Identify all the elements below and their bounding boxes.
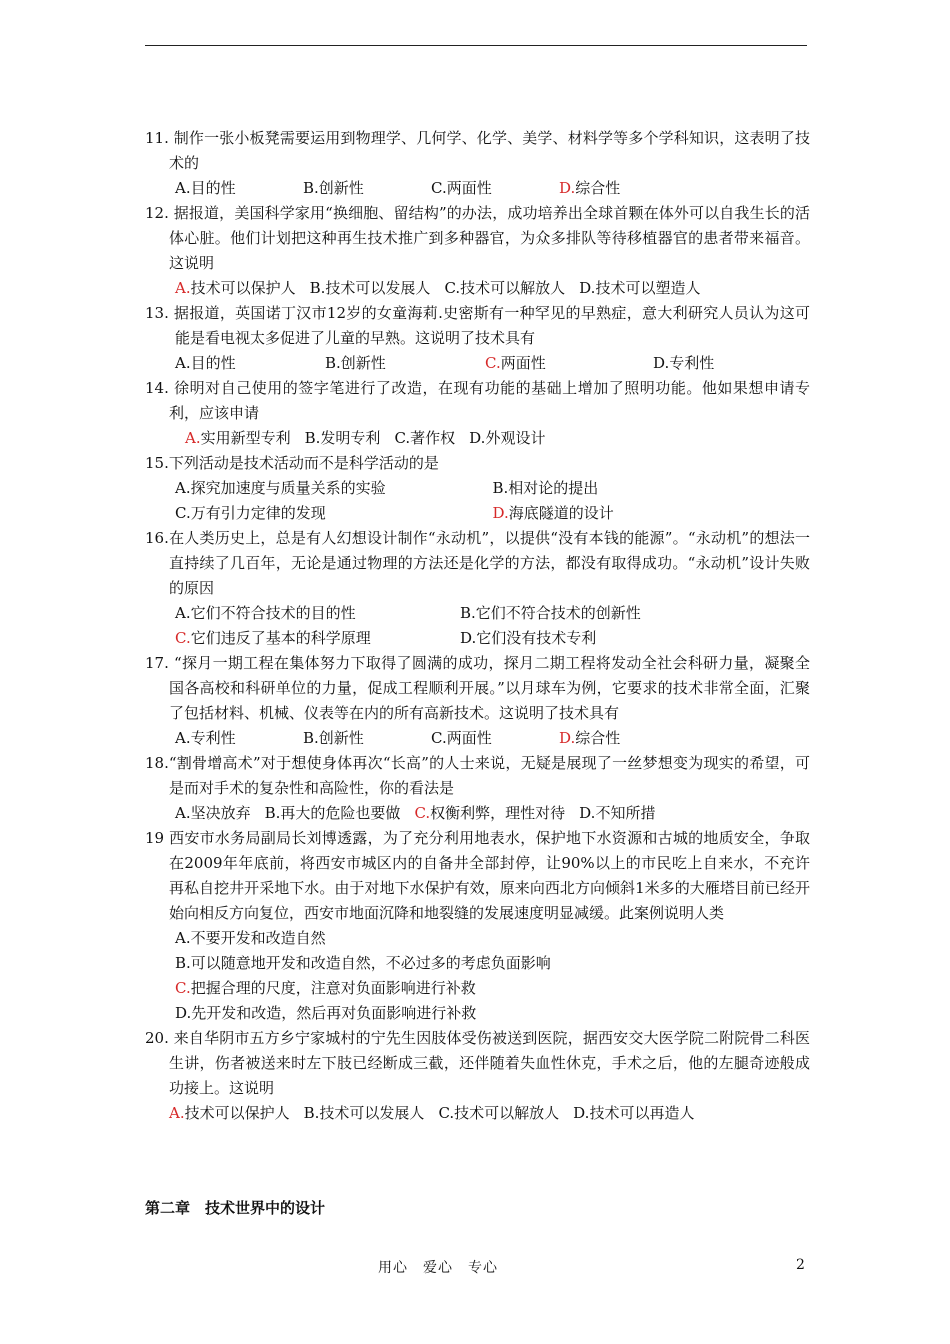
option [438,1101,559,1126]
option-text: 技术可以解放人 [460,279,566,297]
chapter-heading: 第二章 技术世界中的设计 [145,1199,326,1217]
option [310,276,431,301]
option-letter: D. [175,1004,192,1022]
question-11 [145,126,810,201]
option [303,726,431,751]
option [175,951,551,976]
option-text: 不要开发和改造自然 [190,929,326,947]
option-letter: C. [431,729,447,747]
question-13 [145,301,810,376]
question-list [145,126,810,1126]
option-text: 技术可以保护人 [184,1104,290,1122]
option [573,1101,694,1126]
option [175,501,493,526]
option [485,351,653,376]
option-letter: D. [579,279,596,297]
option [169,1101,290,1126]
option-text: 海底隧道的设计 [508,504,614,522]
option [431,726,559,751]
option-text: 先开发和改造，然后再对负面影响进行补救 [191,1004,477,1022]
option-letter: B. [309,279,326,297]
question-16 [145,526,810,651]
option-text: 技术可以塑造人 [595,279,701,297]
option [175,976,476,1001]
question-stem: 12. 据报道，美国科学家用“换细胞、留结构”的办法，成功培养出全球首颗在体外可以自我生长的活体心脏。他们计划把这种再生技术推广到多种器官，为众多排队等待移植器官的患者带来福音。这说明 [145,204,810,272]
option [469,426,545,451]
option-letter: D. [579,804,596,822]
option-row [175,976,810,1001]
option-text: 著作权 [410,429,456,447]
option-text: 两面性 [500,354,546,372]
option-text: 外观设计 [485,429,546,447]
option-letter: B. [303,729,319,747]
option-text: 目的性 [190,354,236,372]
option [653,351,714,376]
option-text: 它们不符合技术的目的性 [190,604,356,622]
option-row [175,501,810,526]
option-row [175,476,810,501]
option-text: 它们不符合技术的创新性 [475,604,641,622]
question-stem: 14. 徐明对自己使用的签字笔进行了改造，在现有功能的基础上增加了照明功能。他如果想申请专利，应该申请 [145,379,810,422]
option [493,501,811,526]
option-letter: A. [175,804,191,822]
option-text: 综合性 [575,729,621,747]
option [175,176,303,201]
option-text: 实用新型专利 [200,429,291,447]
option-letter: B. [303,179,319,197]
option-letter: C. [431,179,447,197]
option [431,176,559,201]
option-letter: C. [175,504,191,522]
option [304,1101,425,1126]
option-text: 技术可以解放人 [454,1104,560,1122]
options [145,601,810,651]
answer-letter: C. [175,979,191,997]
question-stem: 19 西安市水务局副局长刘博透露，为了充分利用地表水，保护地下水资源和古城的地质安全，争取在2009年年底前，将西安市城区内的自备井全部封停，让90%以上的市民吃上自来水，不充许再私自挖井开采地下水。由于对地下水保护有效，原来向西北方向倾斜1米多的大雁塔目前已经开始向相反方向复位，西安市地面沉降和地裂缝的发展速度明显减缓。此案例说明人类 [145,829,810,922]
options [145,176,810,201]
option-row [175,176,810,201]
option-letter: D. [573,1104,590,1122]
options [145,926,810,1026]
option-row [175,601,810,626]
option [579,801,655,826]
option [460,626,745,651]
option [175,476,493,501]
option-text: 发明专利 [320,429,381,447]
header-rule [145,45,807,46]
option-text: 可以随意地开发和改造自然，不必过多的考虑负面影响 [190,954,551,972]
option-row [175,926,810,951]
options [145,351,810,376]
option [303,176,431,201]
option-letter: A. [175,479,191,497]
answer-letter: D. [559,179,576,197]
option-letter: B. [264,804,281,822]
question-18 [145,751,810,826]
option [265,801,401,826]
options [145,801,810,826]
option-text: 创新性 [318,729,364,747]
option-text: 技术可以保护人 [190,279,296,297]
option-letter: C. [394,429,411,447]
option [185,426,291,451]
option-row [175,1001,810,1026]
option [579,276,700,301]
option [305,426,381,451]
option-text: 两面性 [446,179,492,197]
option-text: 权衡利弊，理性对待 [430,804,566,822]
option-text: 万有引力定律的发现 [190,504,326,522]
option-letter: B. [175,954,191,972]
page-number: 2 [796,1257,805,1273]
option-letter: A. [175,179,191,197]
question-12 [145,201,810,301]
option [175,726,303,751]
option-text: 技术可以发展人 [319,1104,425,1122]
question-14 [145,376,810,451]
option-row [175,276,810,301]
option-text: 探究加速度与质量关系的实验 [190,479,386,497]
option-text: 再大的危险也要做 [280,804,401,822]
option-text: 专利性 [190,729,236,747]
option [394,426,455,451]
question-stem: 17. “探月一期工程在集体努力下取得了圆满的成功，探月二期工程将发动全社会科研力量，凝聚全国各高校和科研单位的力量，促成工程顺利开展。”以月球车为例，它要求的技术非常全面，汇聚了包括材料、机械、仪表等在内的所有高新技术。这说明了技术具有 [145,654,810,722]
option-text: 技术可以再造人 [589,1104,695,1122]
question-19 [145,826,810,1026]
question-stem: 20. 来自华阴市五方乡宁家城村的宁先生因肢体受伤被送到医院，据西安交大医学院二附院骨二科医生讲，伤者被送来时左下肢已经断成三截，还伴随着失血性休克，手术之后，他的左腿奇迹般成功接上。这说明 [145,1029,810,1097]
option [325,351,485,376]
option [175,276,296,301]
option-letter: B. [303,1104,320,1122]
options [145,476,810,526]
option-text: 专利性 [669,354,715,372]
option [444,276,565,301]
option [175,601,460,626]
option-row [175,626,810,651]
option-letter: A. [175,929,191,947]
answer-letter: C. [175,629,191,647]
option [175,801,251,826]
option-letter: A. [175,354,191,372]
option-letter: B. [460,604,476,622]
option-row [175,801,810,826]
question-stem: 13. 据报道，英国诺丁汉市12岁的女童海莉.史密斯有一种罕见的早熟症，意大利研究人员认为这可能是看电视太多促进了儿童的早熟。这说明了技术具有 [145,304,810,347]
answer-letter: C. [414,804,431,822]
option [559,176,687,201]
option [175,626,460,651]
answer-letter: A. [175,279,191,297]
option-letter: D. [460,629,477,647]
question-stem: 16.在人类历史上，总是有人幻想设计制作“永动机”，以提供“没有本钱的能源”。“永动机”的想法一直持续了几百年，无论是通过物理的方法还是化学的方法，都没有取得成功。“永动机”设计失败的原因 [145,529,810,597]
option [175,926,326,951]
options [145,276,810,301]
option-letter: D. [653,354,670,372]
question-stem: 11. 制作一张小板凳需要运用到物理学、几何学、化学、美学、材料学等多个学科知识，这表明了技术的 [145,129,810,172]
option-text: 不知所措 [595,804,656,822]
option-letter: C. [438,1104,455,1122]
option-text: 它们没有技术专利 [476,629,597,647]
question-15 [145,451,810,526]
option-letter: B. [492,479,509,497]
options [145,726,810,751]
question-stem: 18.“割骨增高术”对于想使身体再次“长高”的人士来说，无疑是展现了一丝梦想变为现实的希望，可是而对手术的复杂性和高险性，你的看法是 [145,754,810,797]
answer-letter: A. [185,429,201,447]
footer-motto: 用心 爱心 专心 [378,1260,498,1276]
option-text: 相对论的提出 [508,479,599,497]
option-text: 创新性 [318,179,364,197]
option [460,601,745,626]
option-text: 它们违反了基本的科学原理 [190,629,371,647]
option-text: 技术可以发展人 [325,279,431,297]
option-row [175,351,810,376]
option-letter: A. [175,729,191,747]
answer-letter: D. [559,729,576,747]
answer-letter: D. [492,504,509,522]
options [145,426,810,451]
option-text: 坚决放弃 [190,804,251,822]
option-text: 创新性 [340,354,386,372]
option [493,476,811,501]
option-text: 综合性 [575,179,621,197]
answer-letter: C. [485,354,501,372]
answer-letter: A. [169,1104,185,1122]
option-row [169,1101,810,1126]
option-text: 两面性 [446,729,492,747]
option [175,1001,476,1026]
option-letter: B. [304,429,321,447]
option-row [175,726,810,751]
option-letter: A. [175,604,191,622]
options [145,1101,810,1126]
question-stem: 15.下列活动是技术活动而不是科学活动的是 [145,454,439,472]
option [414,801,565,826]
option-text: 把握合理的尺度，注意对负面影响进行补救 [190,979,476,997]
question-20 [145,1026,810,1126]
option-row [175,951,810,976]
option-row [185,426,810,451]
option-letter: C. [444,279,461,297]
option [559,726,687,751]
option [175,351,325,376]
option-text: 目的性 [190,179,236,197]
option-letter: D. [469,429,486,447]
option-letter: B. [325,354,341,372]
question-17 [145,651,810,751]
